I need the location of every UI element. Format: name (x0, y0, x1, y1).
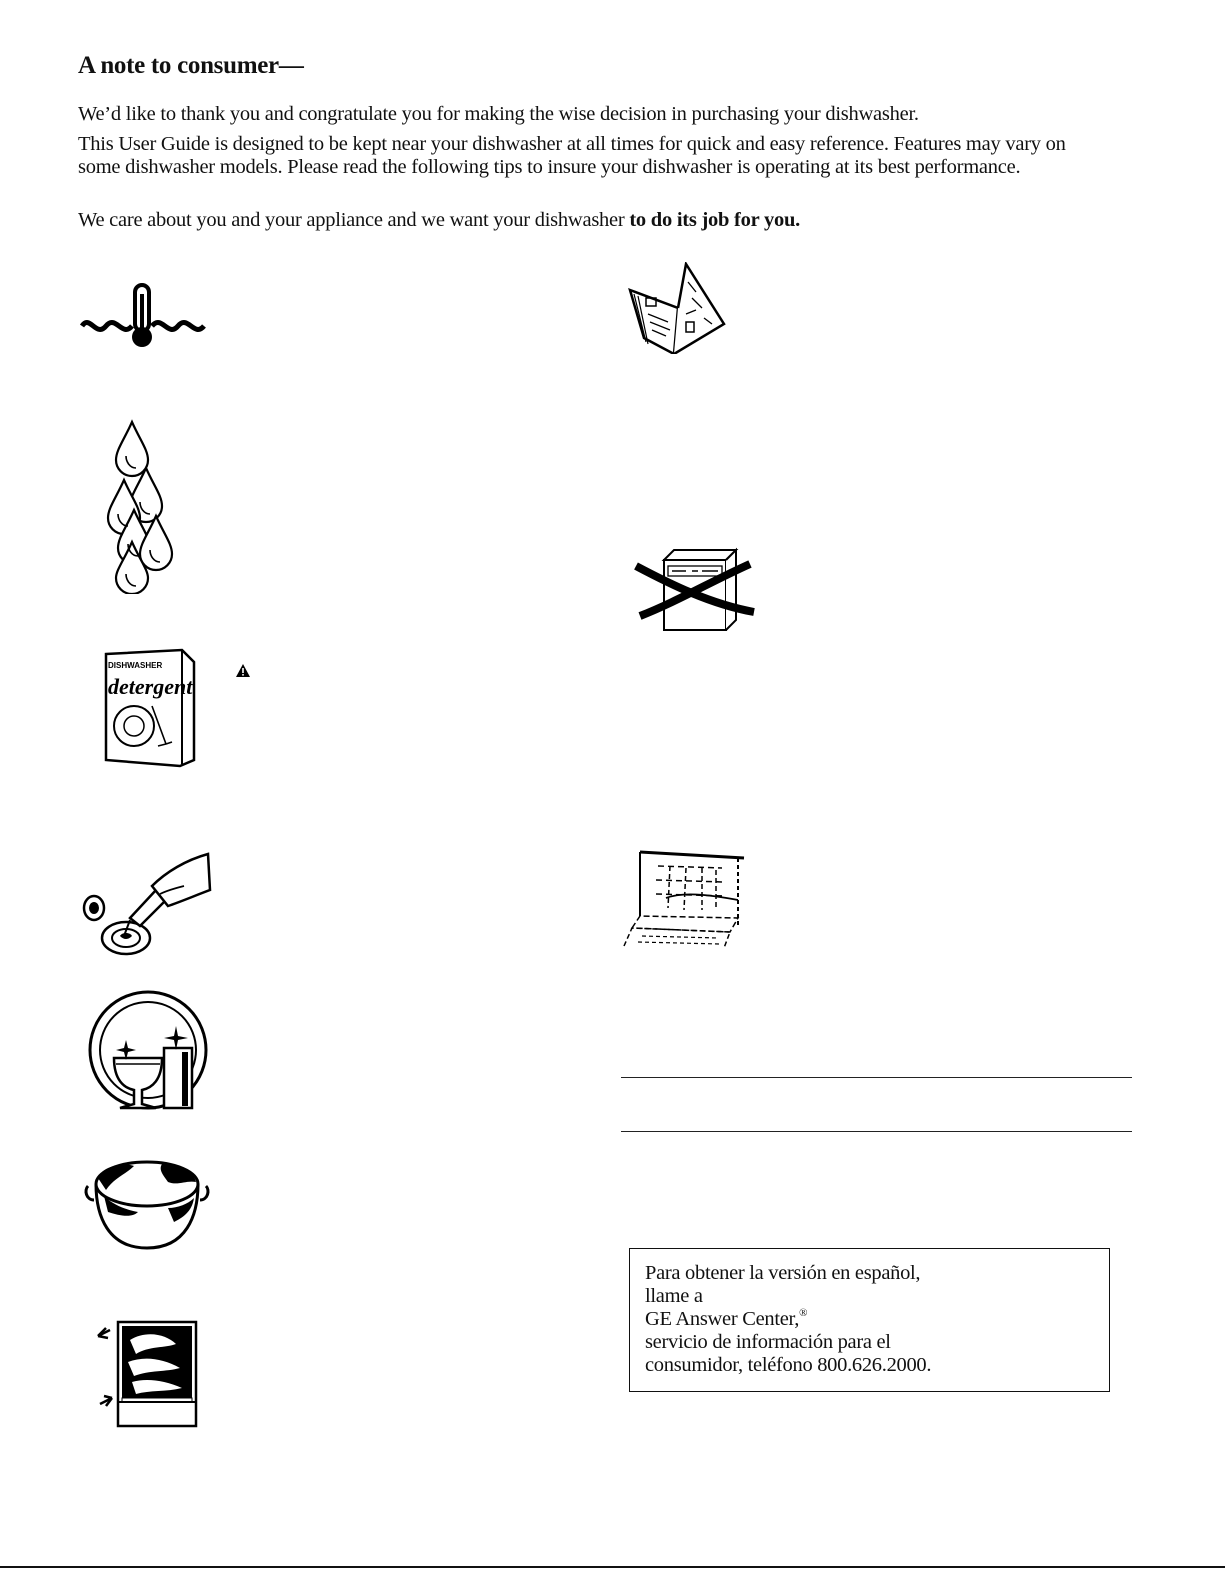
divider-line-bottom (621, 1131, 1132, 1132)
intro-care-paragraph (78, 209, 1078, 232)
open-dishwasher-icon (622, 848, 746, 950)
dirty-pot-icon (84, 1156, 210, 1252)
detergent-box-brand-main: detergent (108, 674, 193, 699)
intro-thanks-paragraph: We’d like to thank you and congratulate you for making the wise decision in purchasing your dishwasher. (78, 103, 919, 125)
warning-icon (235, 663, 251, 678)
spanish-notice-line-5: consumidor, teléfono 800.626.2000. (645, 1354, 932, 1376)
detergent-box-brand-top: DISHWASHER (108, 661, 163, 670)
spanish-notice-line-4: servicio de información para el (645, 1331, 891, 1353)
spanish-notice-line-2: llame a (645, 1285, 703, 1307)
intro-care-bold-text: to do its job for you. (629, 209, 801, 231)
page-title: A note to consumer— (78, 52, 304, 79)
user-guide-booklet-icon (626, 262, 730, 354)
loading-dishwasher-icon (96, 1318, 200, 1428)
registered-trademark: ® (799, 1307, 808, 1319)
spanish-version-notice (629, 1248, 1110, 1392)
page-bottom-border (0, 1566, 1225, 1568)
intro-guide-paragraph: This User Guide is designed to be kept near your dishwasher at all times for quick and easy reference. Features may vary on some dishwasher models. Please read the following tips to insure your dishwasher is operating at its best performance. (78, 133, 1066, 178)
water-temperature-icon (80, 282, 208, 350)
divider-line-top (621, 1077, 1132, 1078)
sparkling-dishes-icon (86, 990, 210, 1110)
detergent-box-icon (100, 646, 198, 768)
intro-care-text: We care about you and your appliance and we want your dishwasher (78, 209, 630, 231)
spanish-notice-line-1: Para obtener la versión en español, (645, 1262, 921, 1284)
water-drops-icon (104, 418, 178, 594)
rinse-agent-pouring-icon (76, 850, 214, 966)
do-not-use-dishwasher-icon (630, 546, 758, 632)
answer-center-name: GE Answer Center, (645, 1308, 800, 1330)
spanish-notice-line-3 (645, 1308, 1109, 1331)
